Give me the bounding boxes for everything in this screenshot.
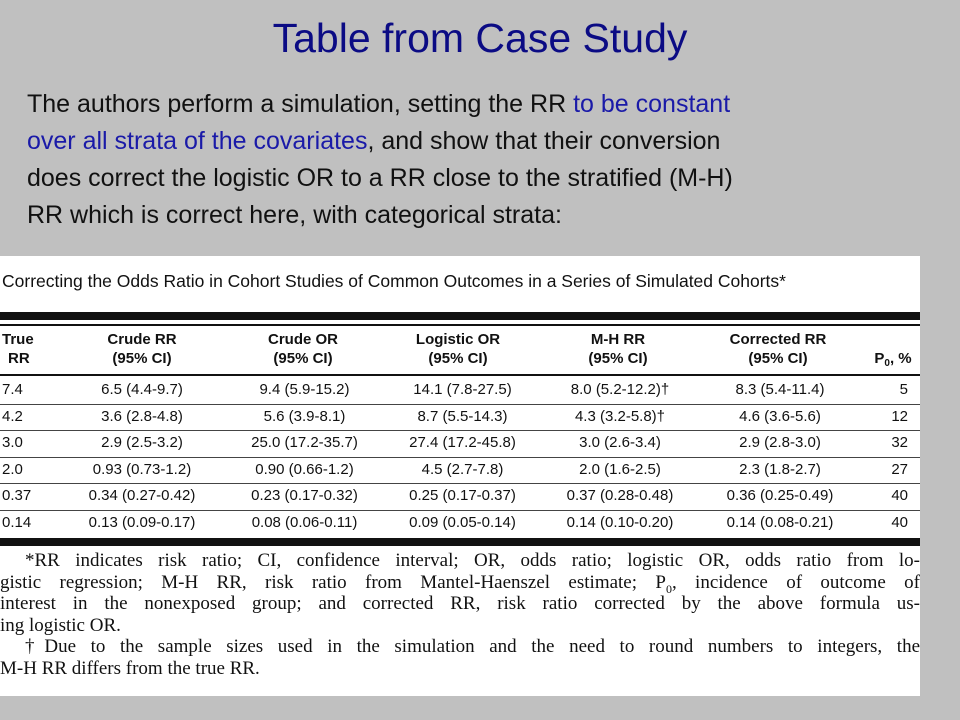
table-top-rule-thin <box>0 324 920 326</box>
intro-line-4: RR which is correct here, with categorical strata: <box>27 201 562 229</box>
table-cell: 4.6 (3.6-5.6) <box>739 407 821 425</box>
footnote-line: ing logistic OR. <box>0 614 121 636</box>
header-logistic-or: Logistic OR (95% CI) <box>415 331 501 367</box>
table-cell: 2.9 (2.5-3.2) <box>101 434 183 451</box>
table-cell: 0.14 (0.10-0.20) <box>566 513 674 531</box>
table-cell: 0.13 (0.09-0.17) <box>88 513 196 531</box>
table-footnotes <box>0 550 920 679</box>
table-row <box>0 405 920 429</box>
table-row <box>0 511 920 535</box>
table-row <box>0 431 920 455</box>
table-cell: 5.6 (3.9-8.1) <box>263 407 346 425</box>
intro-line-1: The authors perform a simulation, setting the RR to be constant <box>27 90 731 118</box>
table-cell: 0.37 (0.28-0.48) <box>566 487 674 504</box>
table-cell: 5 <box>899 381 908 398</box>
intro-line-2: over all strata of the covariates, and show that their conversion <box>27 127 721 155</box>
table-cell: 40 <box>891 513 908 531</box>
table-cell: 0.90 (0.66-1.2) <box>255 460 354 478</box>
table-cell: 0.23 (0.17-0.32) <box>251 487 358 504</box>
table-cell: 2.0 <box>2 460 23 478</box>
table-cell: 40 <box>891 487 908 504</box>
intro-paragraph <box>27 86 942 234</box>
table-cell: 0.08 (0.06-0.11) <box>251 513 358 531</box>
table-cell: 27.4 (17.2-45.8) <box>409 434 516 451</box>
table-cell: 6.5 (4.4-9.7) <box>101 381 183 398</box>
table-cell: 0.14 (0.08-0.21) <box>726 513 834 531</box>
intro-line-3: does correct the logistic OR to a RR close to the stratified (M-H) <box>27 164 733 192</box>
highlight-text: to be constant <box>573 90 731 118</box>
table-cell: 14.1 (7.8-27.5) <box>413 381 512 398</box>
table-cell: 8.0 (5.2-12.2)† <box>570 381 670 398</box>
table-cell: 0.25 (0.17-0.37) <box>409 487 516 504</box>
table-row <box>0 458 920 482</box>
header-corrected-rr: Corrected RR (95% CI) <box>729 331 827 367</box>
footnote-line: *RR indicates risk ratio; CI, confidence interval; OR, odds ratio; logistic OR, odds ratio from lo- <box>25 550 920 571</box>
table-cell: 3.0 <box>2 434 23 451</box>
table-header-row <box>0 330 920 374</box>
table-cell: 4.2 <box>2 407 23 425</box>
table-cell: 12 <box>891 407 908 425</box>
table-cell: 0.14 <box>2 513 32 531</box>
table-cell: 4.5 (2.7-7.8) <box>421 460 504 478</box>
slide-title: Table from Case Study <box>272 15 688 61</box>
table-caption: Correcting the Odds Ratio in Cohort Studies of Common Outcomes in a Series of Simulated Cohorts* <box>2 271 786 291</box>
footnote-line: interest in the nonexposed group; and corrected RR, risk ratio corrected by the above formula us- <box>0 593 920 614</box>
footnote-line: †Due to the sample sizes used in the simulation and the need to round numbers to integers, the <box>25 636 920 657</box>
table-cell: 0.93 (0.73-1.2) <box>92 460 192 478</box>
table-cell: 0.37 <box>2 487 32 504</box>
table-cell: 8.7 (5.5-14.3) <box>417 407 508 425</box>
highlight-text: over all strata of the covariates <box>27 127 368 155</box>
table-cell: 2.0 (1.6-2.5) <box>579 460 661 478</box>
table-cell: 2.3 (1.8-2.7) <box>739 460 821 478</box>
table-row <box>0 484 920 508</box>
table-cell: 0.36 (0.25-0.49) <box>726 487 834 504</box>
table-row <box>0 378 920 402</box>
header-mh-rr: M-H RR (95% CI) <box>588 331 648 367</box>
table-cell: 0.34 (0.27-0.42) <box>88 487 196 504</box>
table-top-rule <box>0 312 920 320</box>
table-cell: 32 <box>891 434 908 451</box>
table-cell: 0.09 (0.05-0.14) <box>409 513 516 531</box>
table-cell: 8.3 (5.4-11.4) <box>735 381 825 398</box>
table-cell: 3.6 (2.8-4.8) <box>101 407 183 425</box>
table-cell: 9.4 (5.9-15.2) <box>259 381 350 398</box>
table-cell: 2.9 (2.8-3.0) <box>739 434 821 451</box>
header-crude-rr: Crude RR (95% CI) <box>107 331 177 367</box>
table-cell: 7.4 <box>2 381 23 398</box>
header-p0: $P_0$, % <box>874 350 912 369</box>
header-crude-or: Crude OR (95% CI) <box>267 331 338 367</box>
footnote-line: gistic regression; M-H RR, risk ratio from Mantel-Haenszel estimate; $P_0$, incidence of outcome of <box>0 571 920 596</box>
table-bottom-rule <box>0 538 920 546</box>
table-cell: 25.0 (17.2-35.7) <box>251 434 358 451</box>
table-cell: 27 <box>891 460 908 478</box>
table-cell: 3.0 (2.6-3.4) <box>579 434 661 451</box>
header-rule <box>0 374 920 376</box>
table-image <box>0 256 920 696</box>
table-cell: 4.3 (3.2-5.8)† <box>574 407 666 425</box>
header-true-rr: True RR <box>2 331 34 367</box>
footnote-line: M-H RR differs from the true RR. <box>0 657 260 679</box>
